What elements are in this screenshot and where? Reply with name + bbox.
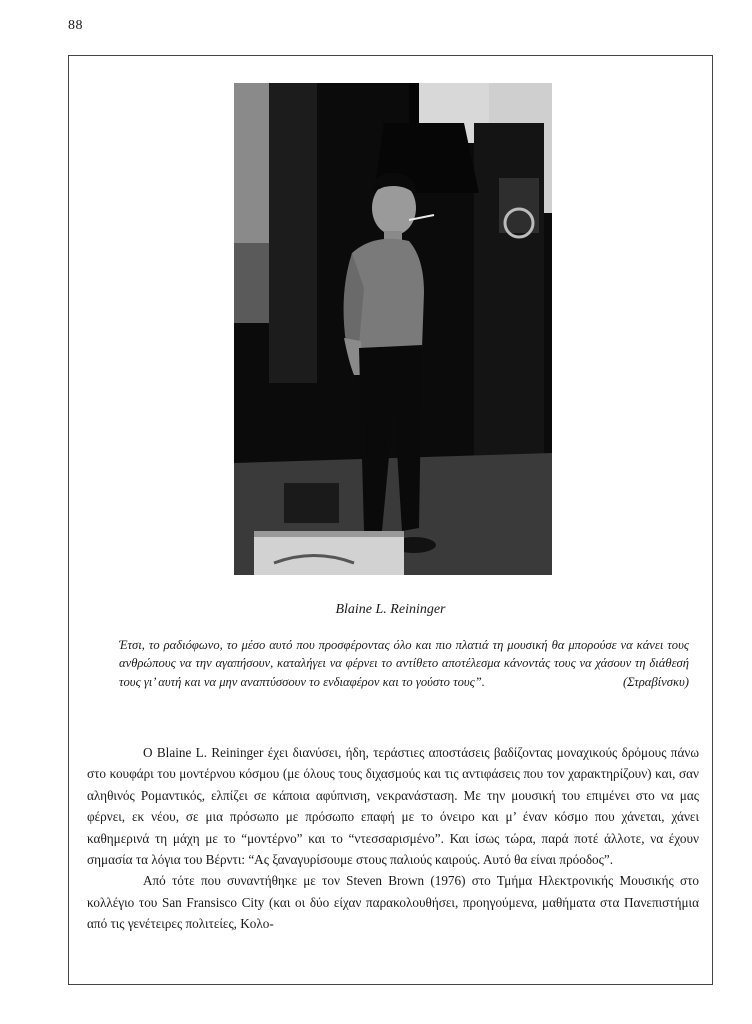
page-frame xyxy=(68,55,713,985)
epigraph-quote xyxy=(119,636,689,691)
quote-attribution: (Στραβίνσκυ) xyxy=(622,674,689,689)
photo-caption: Blaine L. Reininger xyxy=(335,602,446,617)
page-number: 88 xyxy=(68,18,83,33)
quote-text: Έτσι, το ραδιόφωνο, το μέσο αυτό που προσφέροντας όλο και πιο πλατιά τη μουσική θα μπορούσε να κάνει τους ανθρώπους να την αγαπήσουν, καταλήγει να φέρνει το αντίθετο αποτέλεσμα κάνοντάς τους να χάσουν τη διάθεσή τους γι’ αυτή και να μην αναπτύσσουν το ενδιαφέρον και το γούστο τους”. xyxy=(119,638,689,689)
paragraph: Ο Blaine L. Reininger έχει διανύσει, ήδη, τεράστιες αποστάσεις βαδίζοντας μοναχικούς δρόμους πάνω στο κουφάρι του μοντέρνου κόσμου (με όλους τους διχασμούς και τις αντιφάσεις που τον χαρακτηρίζουν) και, σαν αληθινός Ρομαντικός, ελπίζει σε κάποια αφύπνιση, νεκρανάσταση. Με την μουσική του επιμένει στο να μας φέρνει, εκ νέου, σε μια πρόσωπο με πρόσωπο επαφή με το όνειρο και μ’ έναν κόσμο που χάνεται, χάνει καθημερινά τη μάχη με το “μοντέρνο” και το “ντεσσαρισμένο”. Και ίσως τώρα, παρά ποτέ άλλοτε, να έχουν σημασία τα λόγια του Βέρντι: “Ας ξαναγυρίσουμε στους παλιούς καιρούς. Αυτό θα είναι πρόοδος”. xyxy=(87,745,699,868)
portrait-photo xyxy=(234,83,552,575)
man-with-cigarette-photo xyxy=(234,83,552,575)
body-text xyxy=(87,742,699,935)
paragraph: Από τότε που συναντήθηκε με τον Steven Brown (1976) στο Τμήμα Ηλεκτρονικής Μουσικής στο κολλέγιο του San Fransisco City (και οι δύο είχαν παρακολουθήσει, προηγούμενα, μαθήματα στα Πανεπιστήμια από τις γενέτειρες πολιτείες, Κολο- xyxy=(87,873,699,932)
